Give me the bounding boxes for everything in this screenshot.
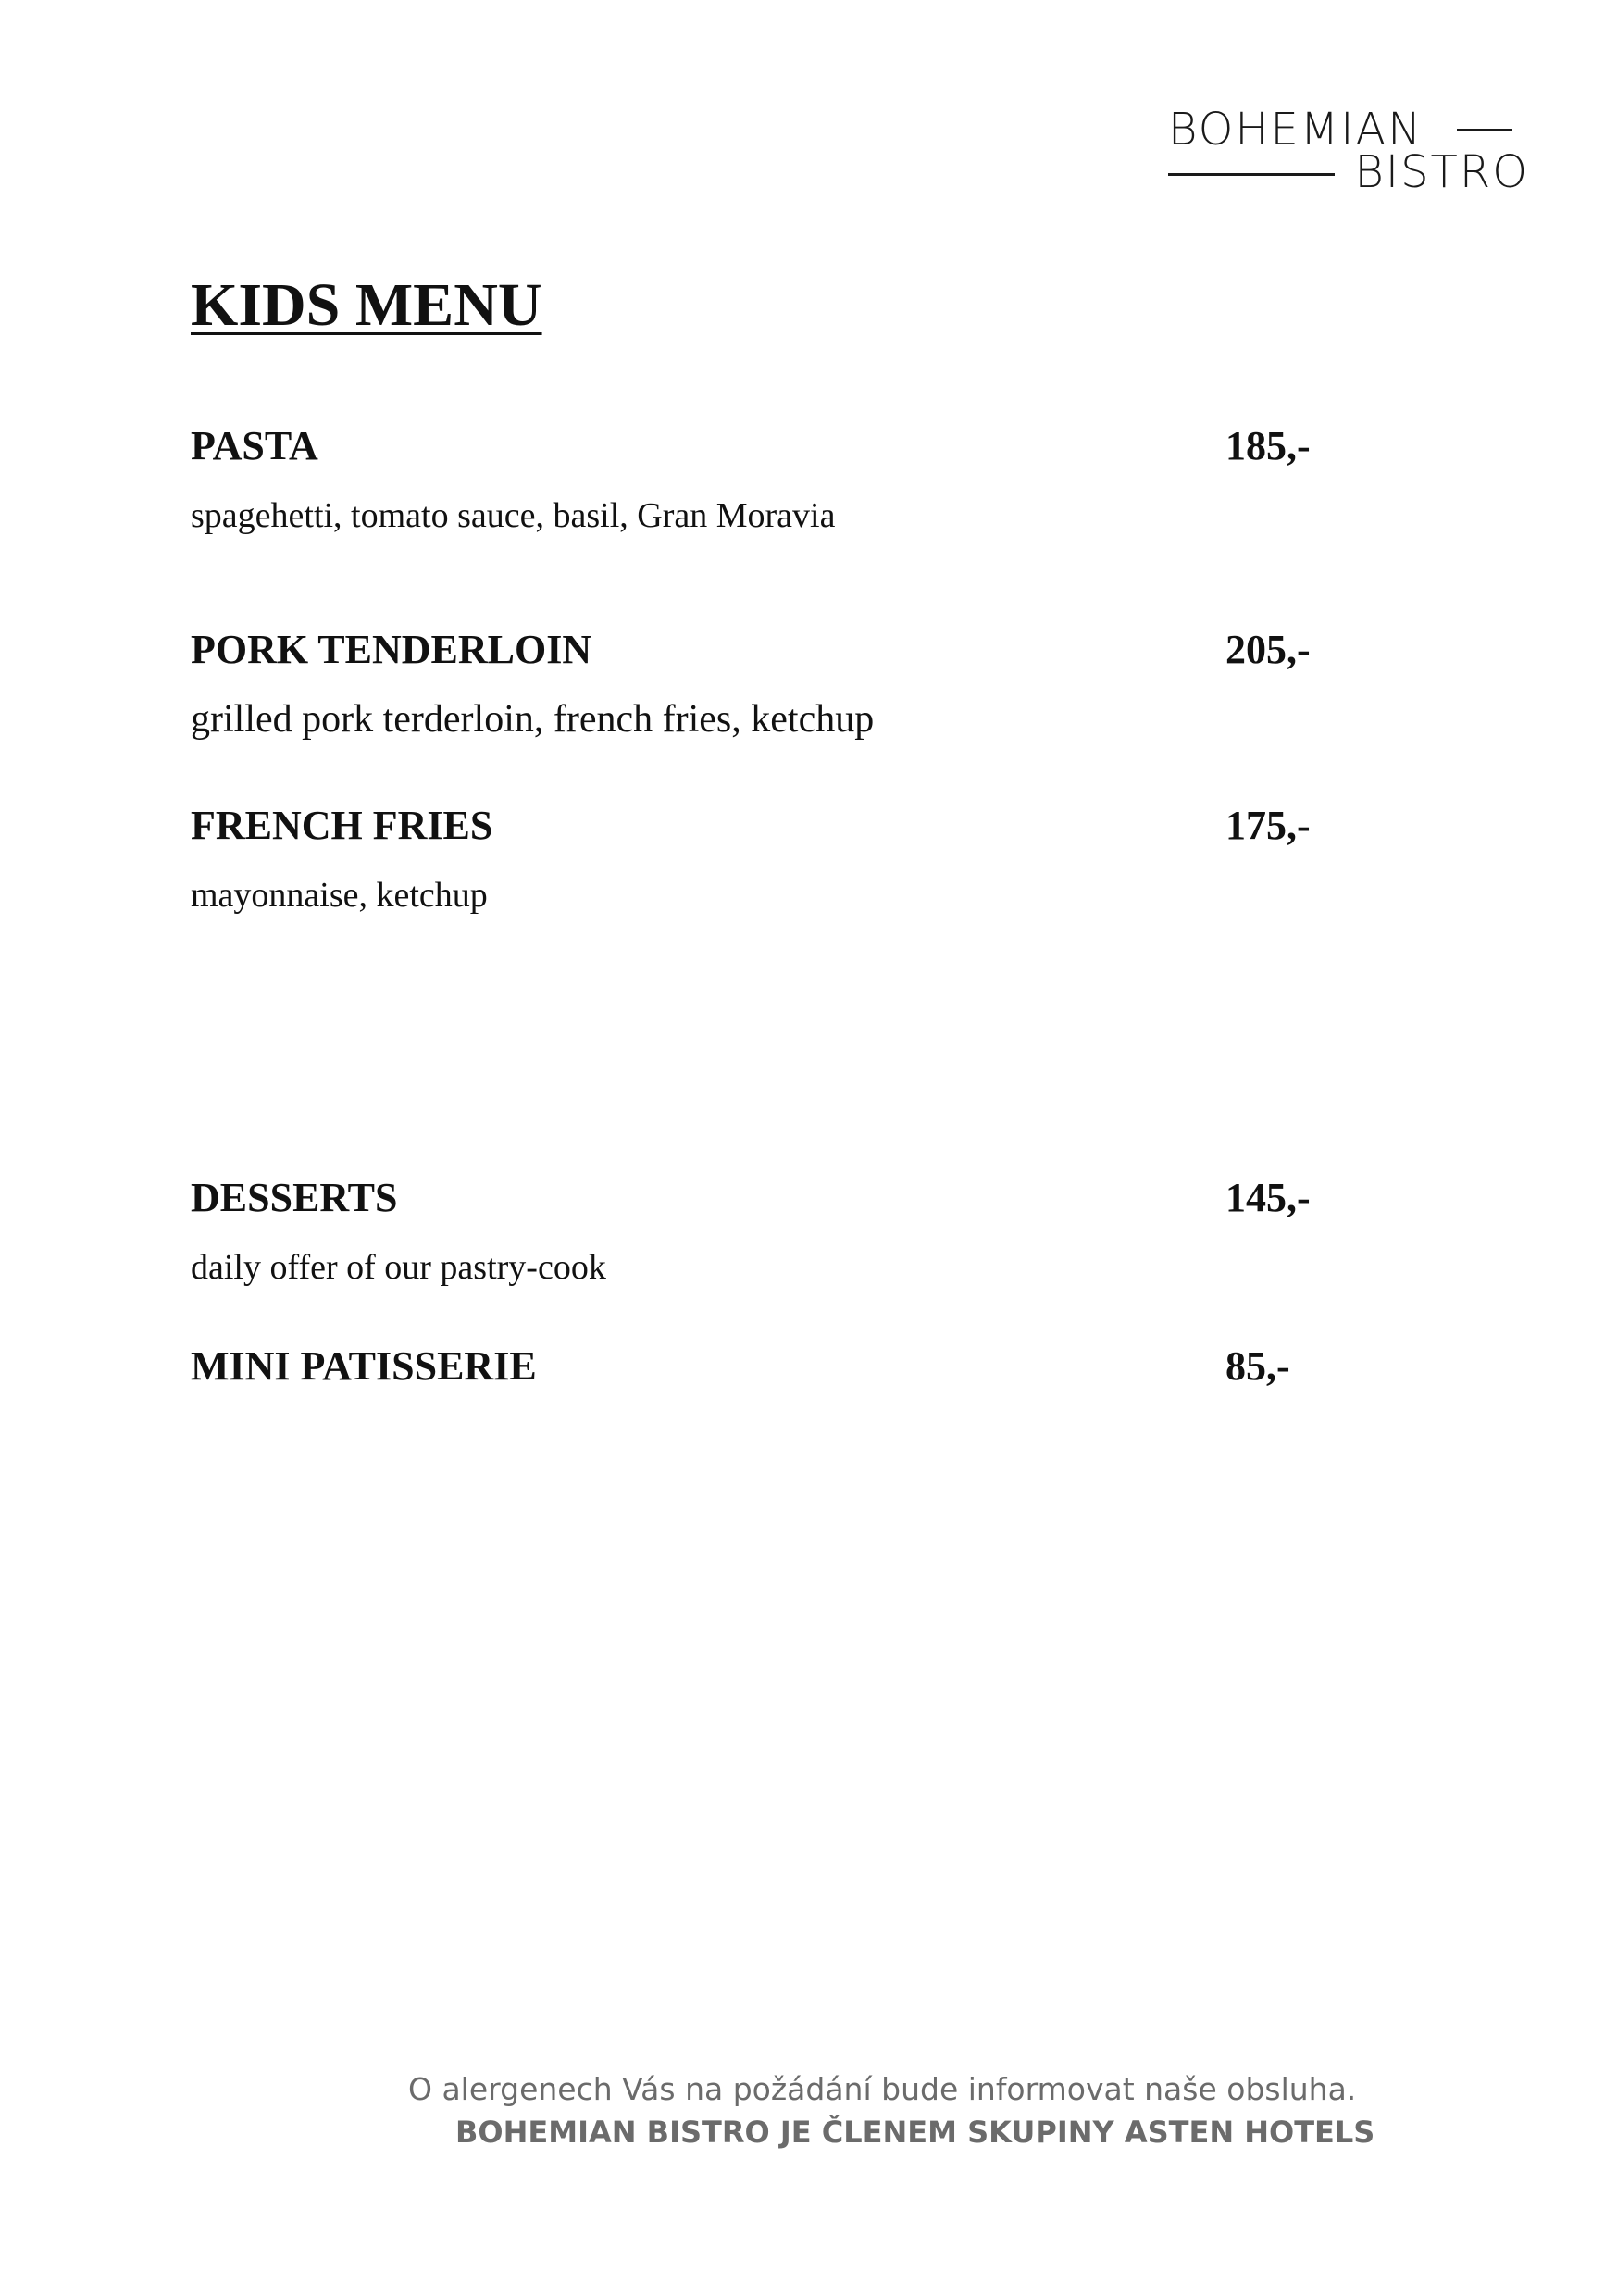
page-title: KIDS MENU	[191, 271, 542, 339]
item-name: MINI PATISSERIE	[191, 1343, 537, 1389]
item-price: 85,-	[1225, 1343, 1290, 1389]
item-name: DESSERTS	[191, 1175, 398, 1220]
item-price: 185,-	[1225, 423, 1311, 468]
allergens-note: O alergenech Vás na požádání bude informovat naše obsluha.	[408, 2071, 1357, 2107]
item-description: grilled pork terderloin, french fries, ketchup	[191, 698, 875, 741]
logo-rule-top	[1457, 129, 1512, 131]
item-description: daily offer of our pastry-cook	[191, 1248, 606, 1287]
item-price: 175,-	[1225, 803, 1311, 848]
item-name: PORK TENDERLOIN	[191, 627, 592, 672]
item-description: mayonnaise, ketchup	[191, 876, 488, 915]
item-description: spagehetti, tomato sauce, basil, Gran Moravia	[191, 496, 836, 535]
logo-line-2: BISTRO	[1354, 146, 1529, 198]
bohemian-bistro-logo	[1168, 104, 1529, 206]
item-name: FRENCH FRIES	[191, 803, 493, 848]
group-membership-note: BOHEMIAN BISTRO JE ČLENEM SKUPINY ASTEN HOTELS	[455, 2115, 1375, 2150]
logo-line-1: BOHEMIAN	[1168, 104, 1424, 156]
item-name: PASTA	[191, 423, 318, 468]
item-price: 145,-	[1225, 1175, 1311, 1220]
logo-rule-bottom	[1168, 173, 1335, 176]
item-price: 205,-	[1225, 627, 1311, 672]
